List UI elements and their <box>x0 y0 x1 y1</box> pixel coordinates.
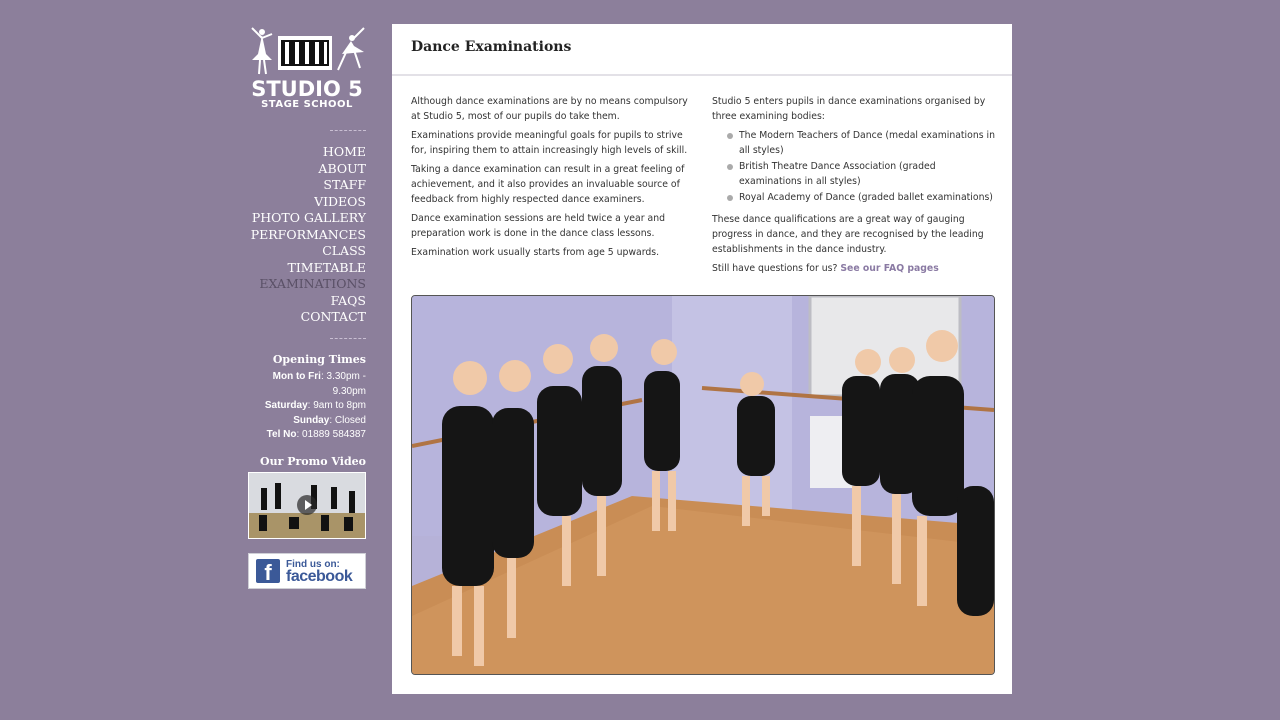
nav-contact[interactable]: CONTACT <box>300 309 366 324</box>
divider <box>330 130 366 131</box>
faq-line <box>712 261 996 276</box>
facebook-button[interactable] <box>248 553 366 589</box>
nav-faqs[interactable]: FAQS <box>330 292 366 308</box>
nav-performances[interactable]: PERFORMANCES <box>250 226 366 242</box>
sidebar <box>248 24 366 589</box>
promo-video-thumbnail[interactable] <box>248 472 366 539</box>
logo-text <box>248 79 366 110</box>
content-panel <box>392 24 1012 694</box>
nav-examinations[interactable]: EXAMINATIONS <box>259 276 366 291</box>
play-icon[interactable] <box>297 495 317 515</box>
hours-mon-fri <box>248 370 366 399</box>
telephone <box>248 428 366 443</box>
list-item: The Modern Teachers of Dance (medal examinations in all styles) <box>726 128 996 158</box>
hours-value: : 3.30pm - 9.30pm <box>320 371 366 397</box>
facebook-wordmark: facebook <box>286 567 353 585</box>
hours-value: : 01889 584387 <box>296 429 366 440</box>
paragraph: Taking a dance examination can result in a great feeling of achievement, and it also provides an invaluable source of feedback from highly respected dance examiners. <box>411 164 685 205</box>
main-nav <box>248 144 366 326</box>
faq-prompt: Still have questions for us? <box>712 263 838 274</box>
hours-sunday <box>248 414 366 429</box>
nav-about[interactable]: ABOUT <box>318 160 366 176</box>
hours-label: Mon to Fri <box>272 371 321 382</box>
opening-times-title: Opening Times <box>272 352 366 366</box>
paragraph: Examinations provide meaningful goals for pupils to strive for, inspiring them to attain increasingly high levels of skill. <box>411 130 688 156</box>
nav-home[interactable]: HOME <box>322 144 366 159</box>
dancers-photo-icon <box>412 296 994 674</box>
nav-videos[interactable]: VIDEOS <box>314 193 366 209</box>
content-header <box>392 24 1012 76</box>
page-title: Dance Examinations <box>411 39 572 55</box>
facebook-find-text: Find us on: <box>286 558 340 570</box>
hours-value: : 9am to 8pm <box>307 400 366 411</box>
faq-link[interactable]: See our FAQ pages <box>840 263 939 274</box>
nav-class-timetable[interactable]: CLASS TIMETABLE <box>287 243 366 275</box>
right-column <box>712 94 996 280</box>
examining-bodies-list <box>712 128 996 205</box>
hours-label: Tel No <box>266 429 297 440</box>
paragraph: These dance qualifications are a great way of gauging progress in dance, and they are recognised by the leading establishments in the dance industry. <box>712 214 984 255</box>
divider <box>330 338 366 339</box>
dance-class-photo <box>411 295 995 675</box>
paragraph: Studio 5 enters pupils in dance examinations organised by three examining bodies: <box>712 96 986 122</box>
paragraph: Dance examination sessions are held twice a year and preparation work is done in the dance class lessons. <box>411 213 665 239</box>
hours-value: : Closed <box>329 414 366 426</box>
hours-saturday <box>248 399 366 414</box>
nav-staff[interactable]: STAFF <box>323 177 366 192</box>
list-item: British Theatre Dance Association (graded examinations in all styles) <box>726 159 996 189</box>
list-item: Royal Academy of Dance (graded ballet examinations) <box>726 190 996 205</box>
opening-times <box>248 353 366 443</box>
facebook-icon: f <box>256 559 280 583</box>
nav-photo-gallery[interactable]: PHOTO GALLERY <box>251 210 366 225</box>
studio5-logo[interactable] <box>248 24 366 112</box>
promo-video-section <box>248 455 366 539</box>
promo-video-title: Our Promo Video <box>260 454 366 468</box>
left-column <box>411 94 693 264</box>
dancers-logo-icon <box>248 24 366 80</box>
paragraph: Although dance examinations are by no means compulsory at Studio 5, most of our pupils do take them. <box>411 96 688 122</box>
paragraph: Examination work usually starts from age 5 upwards. <box>411 247 660 258</box>
logo-line1: STUDIO 5 <box>251 77 363 101</box>
hours-label: Saturday <box>264 400 308 411</box>
logo-line2: STAGE SCHOOL <box>261 99 353 110</box>
hours-label: Sunday <box>293 414 330 426</box>
